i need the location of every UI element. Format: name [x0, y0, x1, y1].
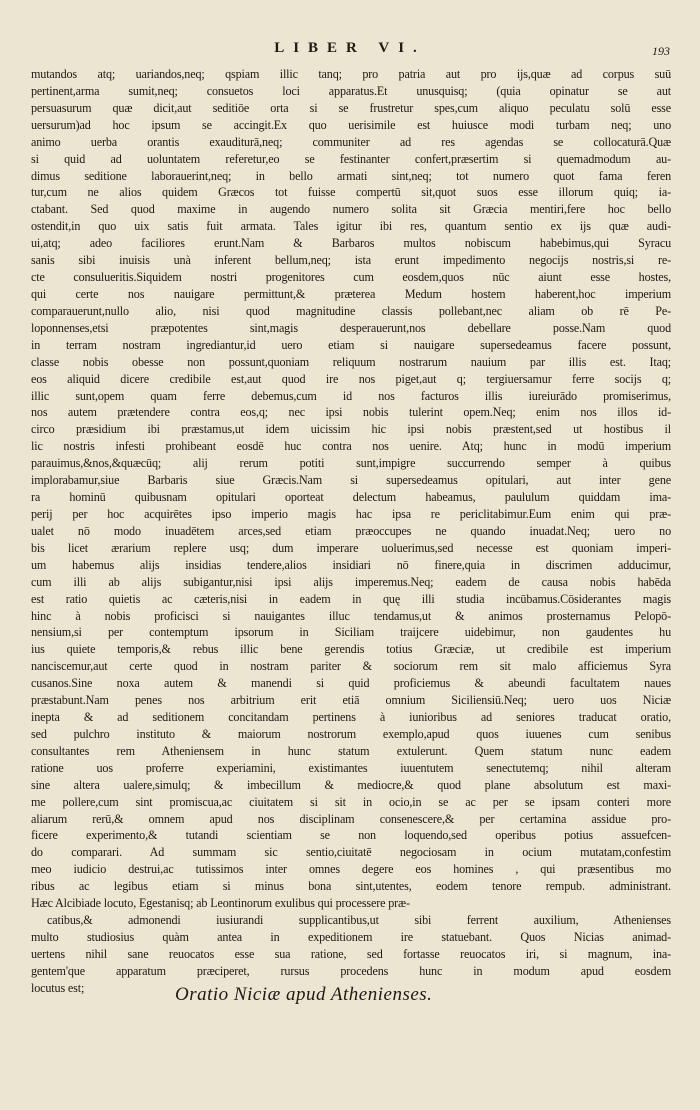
text-line: præstabunt.Nam penes nos arbitrium erit etiā omnium Siciliensiū.Neq; uero uos Niciæ — [31, 693, 671, 708]
running-head: LIBER VI. — [274, 40, 426, 56]
text-line: animo uerba orantis exauditurā,neq; communiter ad res agendas se collocaturā.Quæ — [31, 134, 671, 149]
text-line: sine altera ualere,simulq; & imbecillum & mediocre,& quod plane absolutum est maxi- — [31, 777, 671, 792]
text-line: gentem'que apparatum præciperet, rursus procedens hunc in modum apud eosdem — [31, 963, 671, 978]
text-line: sanis sibi inuisis unà inferent bellum,neq; ista erunt impedimento negocijs nostris,si re- — [31, 253, 671, 268]
text-line: si quid ad uoluntatem referetur,eo se festinanter confert,præsertim si quemadmodum au- — [31, 151, 671, 166]
text-line: hinc à nobis proficisci si nauigantes illuc tendamus,ut & animos prosternamus Pelopō- — [31, 608, 671, 623]
text-line: pertinent,arma sumit,neq; consuetos loci apparatus.Et unusquisq; (quia opinatur se aut — [31, 83, 671, 98]
text-line: parauimus,&nos,&quæcūq; alij rerum potiti sunt,impigre succurrendo semper à quibus — [31, 456, 671, 471]
text-line: tur,cum ne alios quidem Græcos tot fuisse compertū sit,quot suos esse illorum quiq; ia- — [31, 185, 671, 200]
text-line: nanciscemur,aut certe quod in nostram pariter & sociorum rem sit malo afficiemus Syra — [31, 659, 671, 674]
text-line: me pollere,cum sint promiscua,ac ciuitatem si sit in ocio,in se ac per se ipsam conteri more — [31, 794, 671, 809]
text-line: bis licet ærarium replere usq; dum imperare uoluerimus,sed necesse est quoniam imperi- — [31, 540, 671, 555]
text-line: dimus seditione laborauerint,neq; in bello armati sint,neq; tot numero quot fama feren — [31, 168, 671, 183]
page-header — [30, 40, 670, 66]
text-line: cusanos.Sine noxa autem & manendi si quid proficiemus & abeundi facultatem naues — [31, 676, 671, 691]
oration-heading: Oratio Niciæ apud Athenienses. — [175, 984, 433, 1005]
text-line: um habemus alijs insidias tendere,alios insidiari nō finere,quia in discrimen adducimur, — [31, 557, 671, 572]
text-line: locutus est; — [31, 980, 85, 995]
text-line: ui,atq; adeo faciliores erunt.Nam & Barbaros multos nobiscum habebimus,qui Syracu — [31, 236, 671, 251]
text-line: ficere experimento,& tutandi scientiam se non loquendo,sed operibus potius assuefcen- — [31, 828, 671, 843]
text-line: mutandos atq; uariandos,neq; qspiam illic tanq; pro patria aut pro ijs,quæ ad corpus suū — [31, 67, 671, 81]
text-line: nos autem prætendere contra eos,q; nec ipsi nobis tulerint opem.Neq; enim nos illos id- — [31, 405, 671, 420]
text-line: ostendit,in quo uix satis fuit armata. Tales igitur ibi res, quantum sentio ex ijs quæ audi- — [31, 219, 671, 234]
text-line: ctabant. Sed quod maxime in augendo numero solita sit Græcia mentiri,fere hoc bello — [31, 202, 671, 217]
text-line: persuasurum quæ dicit,aut seditiōe orta si se frustretur spes,cum aliquo peculatu solū esse — [31, 100, 671, 115]
text-line: inepta & ad seditionem concitandam pertinens à iunioribus ad seniores traducat oratio, — [31, 710, 671, 725]
text-line: consultantes rem Atheniensem in hunc statum extulerunt. Quem statum nunc eadem — [31, 743, 671, 758]
text-line: illic sunt,opem quam ferre debemus,cum id nos facturos illis iureiurādo promiserimus, — [31, 388, 671, 403]
text-line: eos aliquid dicere credibile est,aut quod ire nos piget,aut q; tergiuersamur ferre socijs q; — [31, 371, 671, 386]
text-line: ra hominū quibusnam opitulari oporteat delectum habeamus, paululum quiddam ima- — [31, 490, 671, 505]
text-line: catibus,& admonendi iusiurandi supplicantibus,ut sibi ferrent auxilium, Athenienses — [47, 913, 671, 928]
text-line: comparauerunt,nullo alio, nisi quod magnitudine classis pollebant,nec aliam ob rē Pe- — [31, 303, 671, 318]
text-line: uersurum)ad hoc ipsum se accingit.Ex quo uerisimile est huiusce modi turbam neq; uno — [31, 117, 671, 132]
text-line: aliarum rerū,& omnem apud nos disciplinam consenescere,& per certamina assidue pro- — [31, 811, 671, 826]
text-line: cum illi ab alijs subigantur,nisi ipsi alijs imperemus.Neq; eadem de causa nobis habēda — [31, 574, 671, 589]
text-line: ius quiete temporis,& rebus illic bene gerendis totius Græciæ, ut credibile est imperium — [31, 642, 671, 657]
text-line: multo studiosius quàm antea in expeditionem ire statuebant. Quos Nicias animad- — [31, 930, 671, 945]
text-line: lic nostris infesti prohibeant eosdē huc contra nos uenire. Atq; hunc in modū imperium — [31, 439, 671, 454]
text-line: uertens nihil sane reuocatos esse sua ratione, sed fortasse reuocatos iri, si magnum, ina- — [31, 946, 671, 961]
text-line: in terram nostram ingrediantur,id uero etiam si nauigare supersedeamus facere possunt, — [31, 337, 671, 352]
text-line: meo iudicio destrui,ac tutissimos inter omnes degere eos homines , qui præsentibus mo — [31, 862, 671, 877]
text-line: ribus ac legibus etiam si minus bona sint,utentes, eodem tenore rempub. administrant. — [31, 879, 671, 894]
body-text — [31, 66, 671, 997]
text-line: classe nobis obesse non possunt,quoniam reliquum nostrarum nauium par illis est. Itaq; — [31, 354, 671, 369]
text-line: sed pulchro instituto & maiorum nostrorum exemplo,apud quos iuuenes cum senibus — [31, 726, 671, 741]
text-line: loponnenses,etsi præpotentes sint,magis desperauerunt,nos debellare posse.Nam quod — [31, 320, 671, 335]
text-line: do comparari. Ad summam sic sentio,ciuitatē negociosam in ocium mutatam,confestim — [31, 845, 671, 860]
text-line: circo præsidium ibi præstamus,ut idem uicissim hic ipsi nobis præstent,sed ut hostibus il — [31, 422, 671, 437]
page-number: 193 — [652, 44, 670, 58]
text-line: nensium,si per contemptum ipsorum in Siciliam traijcere uidebimur, non gaudentes hu — [31, 625, 671, 640]
text-line: ualet nō modo inuadētem arces,sed etiam præoccupes ne quando inuadat.Neq; uero no — [31, 523, 671, 538]
text-line: implorabamur,siue Barbaris siue Græcis.Nam si supersedeamus opitulari, aut inter gene — [31, 473, 671, 488]
text-line: ratione uos proferre experiamini, existimantes iuuentutem senectutemq; nihil alteram — [31, 760, 671, 775]
text-line: est ratio quietis ac cæteris,nisi in eadem in quę illi studia incūbamus.Cōsiderantes magis — [31, 591, 671, 606]
text-line: perij per hoc acquirētes ipso imperio magis hac ipsa re periclitabimur.Eum enim qui præ- — [31, 506, 671, 521]
text-line: qui certe nos nauigare permittunt,& præterea Medum hostem haberent,hoc imperium — [31, 286, 671, 301]
text-line: Hæc Alcibiade locuto, Egestanisq; ab Leontinorum exulibus qui processere præ- — [31, 896, 410, 911]
text-line: cte consulueritis.Siquidem nostri progenitores cum eosdem,quos nūc aiunt esse hostes, — [31, 270, 671, 285]
